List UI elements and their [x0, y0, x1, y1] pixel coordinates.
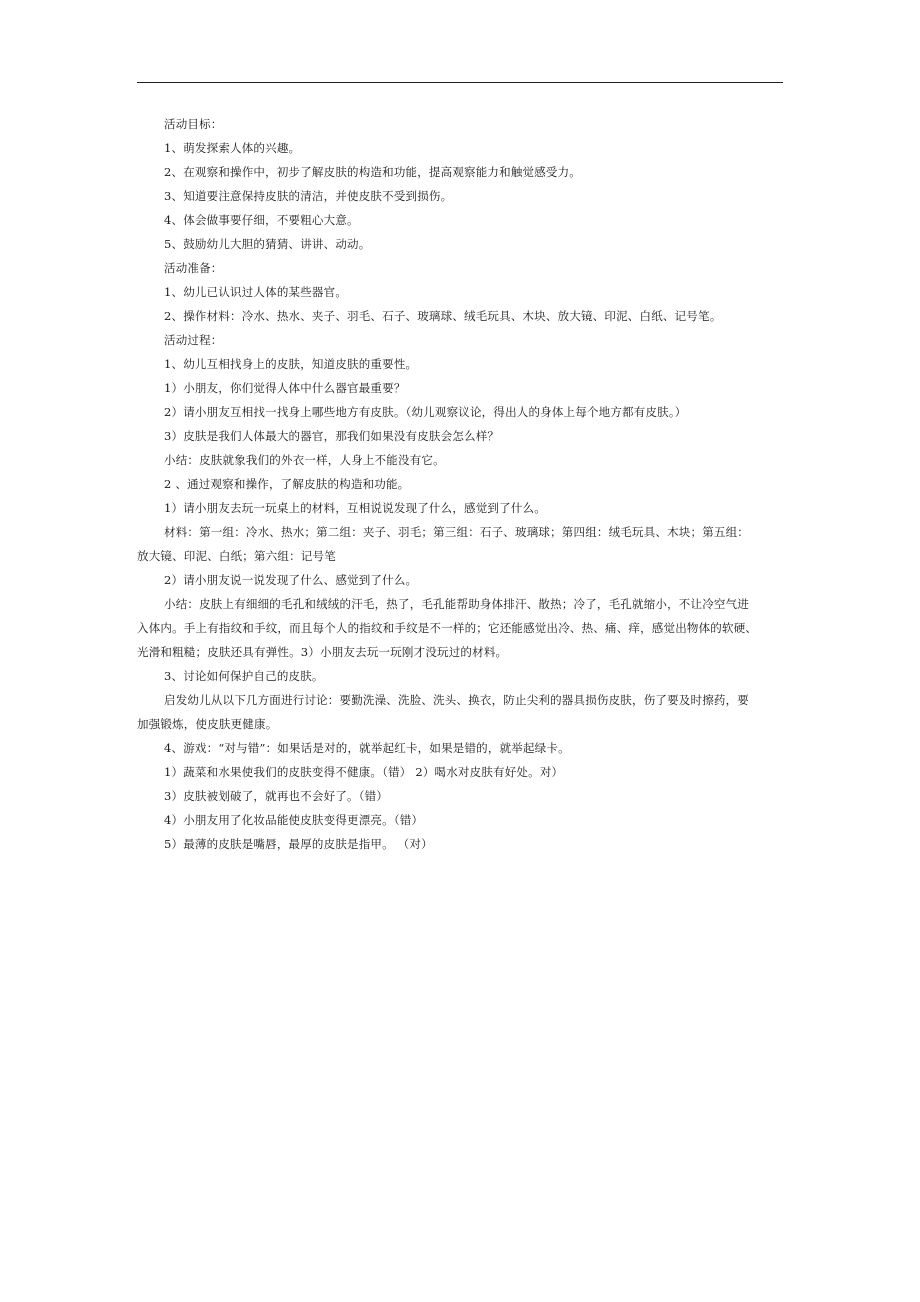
summary-line: 小结：皮肤上有细细的毛孔和绒绒的汗毛，热了，毛孔能帮助身体排汗、散热；冷了，毛孔就缩小，不让冷空气进 — [164, 597, 749, 611]
goal-item: 4、体会做事要仔细，不要粗心大意。 — [164, 213, 359, 227]
preparation-item: 1、幼儿已认识过人体的某些器官。 — [164, 285, 348, 299]
discussion-line: 加强锻炼，使皮肤更健康。 — [137, 717, 278, 731]
goal-item: 5、鼓励幼儿大胆的猜猜、讲讲、动动。 — [164, 237, 371, 251]
section-heading-preparation: 活动准备： — [164, 261, 223, 275]
summary-line: 小结：皮肤就象我们的外衣一样，人身上不能没有它。 — [164, 453, 445, 467]
goal-item: 3、知道要注意保持皮肤的清洁，并使皮肤不受到损伤。 — [164, 189, 453, 203]
game-item: 4）小朋友用了化妆品能使皮肤变得更漂亮。（错） — [164, 813, 424, 827]
process-substep: 1）小朋友，你们觉得人体中什么器官最重要？ — [164, 381, 406, 395]
summary-line: 入体内。手上有指纹和手纹，而且每个人的指纹和手纹是不一样的；它还能感觉出冷、热、痛、痒，感觉出物体的软硬、 — [137, 621, 758, 635]
materials-line: 材料：第一组：冷水、热水；第二组：夹子、羽毛；第三组：石子、玻璃球；第四组：绒毛玩具、木块；第五组： — [164, 525, 749, 539]
game-heading: 4、游戏：“对与错”：如果话是对的，就举起红卡，如果是错的，就举起绿卡。 — [164, 741, 570, 755]
section-heading-goals: 活动目标： — [164, 117, 223, 131]
process-substep: 2）请小朋友说一说发现了什么、感觉到了什么。 — [164, 573, 418, 587]
materials-paragraph — [137, 520, 811, 568]
process-step: 1、幼儿互相找身上的皮肤，知道皮肤的重要性。 — [164, 357, 418, 371]
game-item: 5）最薄的皮肤是嘴唇，最厚的皮肤是指甲。 （对） — [164, 837, 433, 851]
materials-line: 放大镜、印泥、白纸；第六组：记号笔 — [137, 549, 336, 563]
goal-item: 1、萌发探索人体的兴趣。 — [164, 141, 301, 155]
discussion-line: 启发幼儿从以下几方面进行讨论：要勤洗澡、洗脸、洗头、换衣，防止尖利的器具损伤皮肤，伤了要及时擦药，要 — [164, 693, 749, 707]
summary-paragraph — [137, 592, 811, 664]
goal-item: 2、在观察和操作中，初步了解皮肤的构造和功能，提高观察能力和触觉感受力。 — [164, 165, 582, 179]
process-step: 3、讨论如何保护自己的皮肤。 — [164, 669, 324, 683]
process-substep: 1）请小朋友去玩一玩桌上的材料，互相说说发现了什么，感觉到了什么。 — [164, 501, 546, 515]
summary-line: 光滑和粗糙；皮肤还具有弹性。3）小朋友去玩一玩刚才没玩过的材料。 — [137, 645, 508, 659]
document-body — [137, 112, 784, 856]
process-substep: 2）请小朋友互相找一找身上哪些地方有皮肤。（幼儿观察议论，得出人的身体上每个地方都有皮肤。） — [164, 405, 687, 419]
discussion-paragraph — [137, 688, 811, 736]
header-rule — [137, 82, 783, 83]
section-heading-process: 活动过程： — [164, 333, 223, 347]
process-substep: 3）皮肤是我们人体最大的器官，那我们如果没有皮肤会怎么样？ — [164, 429, 500, 443]
preparation-item: 2、操作材料：冷水、热水、夹子、羽毛、石子、玻璃球、绒毛玩具、木块、放大镜、印泥、白纸、记号笔。 — [164, 309, 722, 323]
process-step: 2 、通过观察和操作，了解皮肤的构造和功能。 — [164, 477, 410, 491]
game-item: 1）蔬菜和水果使我们的皮肤变得不健康。（错） 2）喝水对皮肤有好处。对） — [164, 765, 564, 779]
game-item: 3）皮肤被划破了，就再也不会好了。（错） — [164, 789, 389, 803]
